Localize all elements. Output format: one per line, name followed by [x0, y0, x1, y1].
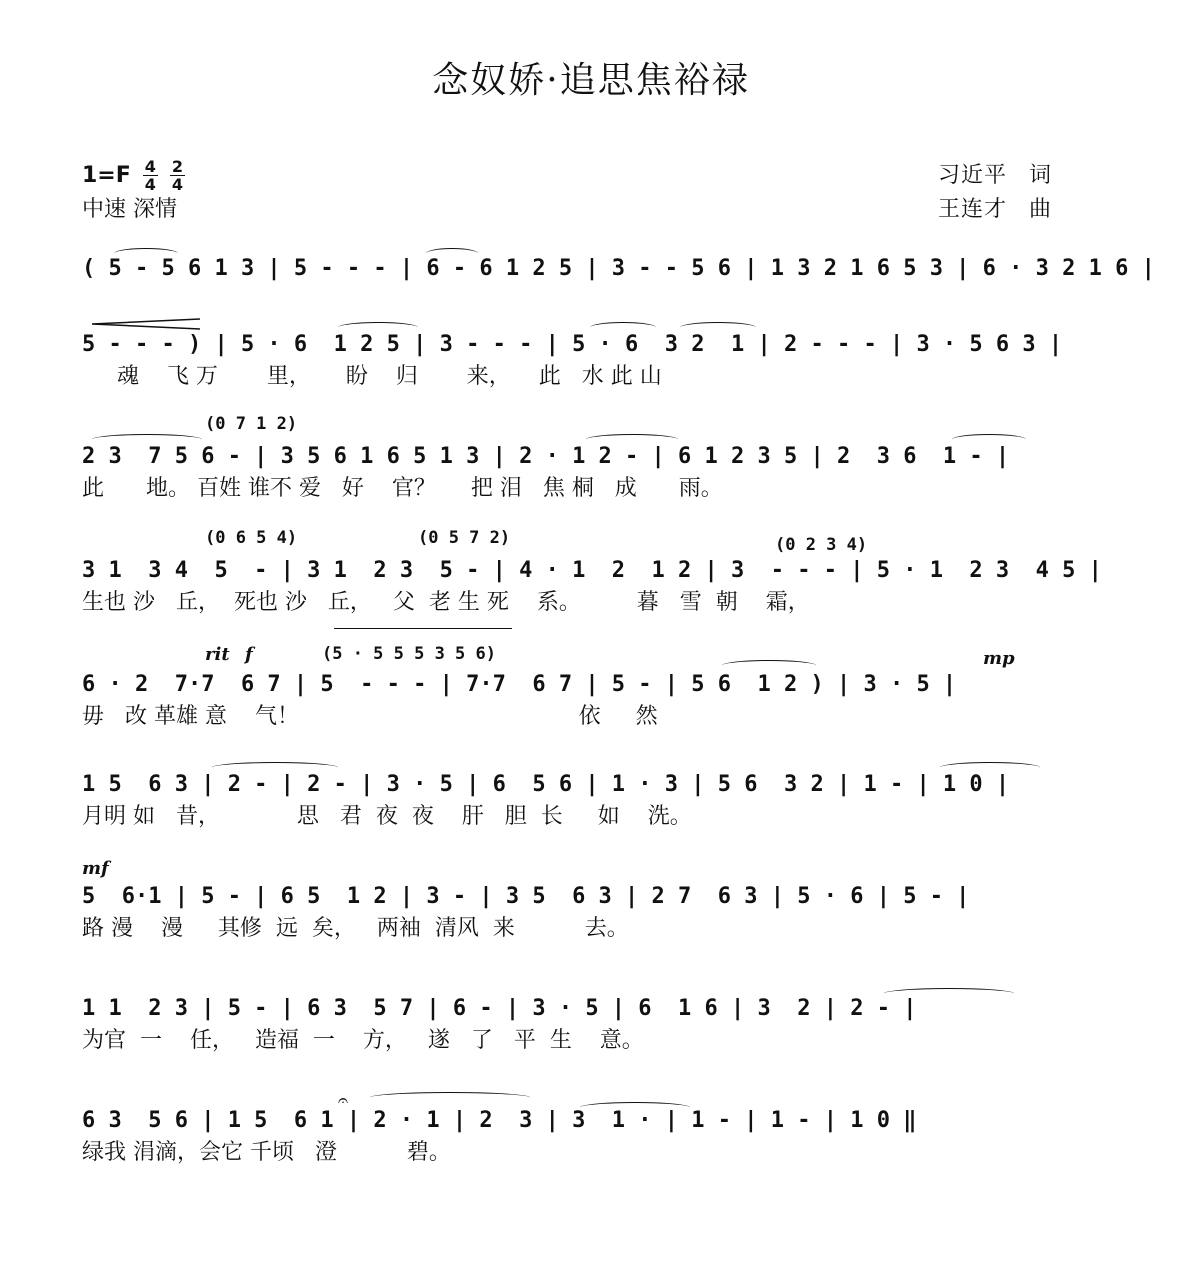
- tie-slur: [114, 248, 178, 259]
- instrumental-cue: (0 2 3 4): [775, 535, 868, 555]
- tie-slur: [586, 434, 678, 445]
- lyric-underline: [334, 628, 512, 629]
- tie-slur: [92, 434, 202, 445]
- lyricist-credit: [938, 158, 1052, 189]
- tie-slur: [338, 322, 418, 333]
- tie-slur: [680, 322, 756, 333]
- key-label: 1=F: [82, 163, 131, 188]
- score-system-7: [82, 880, 1112, 944]
- tie-slur: [940, 762, 1040, 773]
- notation-line: ( 5 - 5 6 1 3 | 5 - - - | 6 - 6 1 2 5 | 3 - - 5 6 | 1 3 2 1 6 5 3 | 6 · 3 2 1 6 |: [82, 256, 1155, 281]
- tie-slur: [580, 1102, 690, 1113]
- tie-slur: [426, 248, 478, 259]
- forte-marking: f: [245, 644, 253, 665]
- key-signature: [82, 158, 185, 193]
- lyric-line: 绿我 涓滴，会它 千顷 澄 碧。: [82, 1140, 451, 1165]
- notation-line: 5 6·1 | 5 - | 6 5 1 2 | 3 - | 3 5 6 3 | 2 7 6 3 | 5 · 6 | 5 - |: [82, 884, 970, 909]
- time-signature-1: $\frac{4}{4}$: [144, 157, 156, 194]
- instrumental-cue: (0 6 5 4): [205, 528, 298, 548]
- notation-line: 5 - - - ) | 5 · 6 1 2 5 | 3 - - - | 5 · 6 3 2 1 | 2 - - - | 3 · 5 6 3 |: [82, 332, 1063, 357]
- lyric-line: 月明 如 昔， 思 君 夜 夜 肝 胆 长 如 洗。: [82, 804, 692, 829]
- mezzo-piano-marking: mp: [983, 648, 1015, 669]
- score-system-5: [82, 668, 1112, 732]
- mezzo-forte-marking: mf: [82, 858, 109, 879]
- lyric-line: 为官 一 任， 造福 一 方， 遂 了 平 生 意。: [82, 1028, 644, 1053]
- time-signature-2: $\frac{2}{4}$: [171, 157, 184, 194]
- tie-slur: [212, 762, 338, 773]
- score-system-4: [82, 554, 1112, 618]
- tempo-marking: 中速 深情: [82, 197, 177, 222]
- tie-slur: [952, 434, 1026, 445]
- notation-line: 6 3 5 6 | 1 5 6 1 | 2 · 1 | 2 3 | 3 1 · | 1 - | 1 - | 1 0 ‖: [82, 1108, 917, 1133]
- notation-line: 2 3 7 5 6 - | 3 5 6 1 6 5 1 3 | 2 · 1 2 - | 6 1 2 3 5 | 2 3 6 1 - |: [82, 444, 1010, 469]
- lyric-line: 毋 改 革雄 意 气！ 依 然: [82, 704, 658, 729]
- instrumental-cue: (0 7 1 2): [205, 414, 298, 434]
- notation-line: 6 · 2 7·7 6 7 | 5 - - - | 7·7 6 7 | 5 - | 5 6 1 2 ) | 3 · 5 |: [82, 672, 957, 697]
- notation-line: 3 1 3 4 5 - | 3 1 2 3 5 - | 4 · 1 2 1 2 | 3 - - - | 5 · 1 2 3 4 5 |: [82, 558, 1102, 583]
- composer-credit: [938, 192, 1052, 223]
- lyric-line: 生也 沙 丘， 死也 沙 丘， 父 老 生 死 系。 暮 雪 朝 霜，: [82, 590, 810, 615]
- score-system-8: [82, 992, 1112, 1056]
- tie-slur: [884, 988, 1014, 999]
- lyricist-role: 词: [1029, 163, 1053, 188]
- notation-line: 1 1 2 3 | 5 - | 6 3 5 7 | 6 - | 3 · 5 | 6 1 6 | 3 2 | 2 - |: [82, 996, 917, 1021]
- notation-line: 1 5 6 3 | 2 - | 2 - | 3 · 5 | 6 5 6 | 1 · 3 | 5 6 3 2 | 1 - | 1 0 |: [82, 772, 1010, 797]
- score-system-3: [82, 440, 1112, 504]
- instrumental-cue: (0 5 7 2): [418, 528, 511, 548]
- score-system-2: [82, 328, 1112, 392]
- composer-name: 王连才: [938, 197, 1008, 222]
- instrumental-cue: (5 · 5 5 5 3 5 6): [322, 644, 496, 664]
- score-system-6: [82, 768, 1112, 832]
- ritardando-marking: rit: [205, 644, 230, 665]
- lyricist-name: 习近平: [938, 163, 1008, 188]
- lyric-line: 此 地。 百姓 谁不 爱 好 官？ 把 泪 焦 桐 成 雨。: [82, 476, 723, 501]
- lyric-line: 魂 飞 万 里， 盼 归 来， 此 水 此 山: [82, 364, 662, 389]
- tie-slur: [722, 660, 816, 671]
- tie-slur: [590, 322, 656, 333]
- composer-role: 曲: [1029, 197, 1053, 222]
- song-title: 念奴娇·追思焦裕禄: [432, 60, 750, 101]
- score-system-1: [82, 252, 1155, 286]
- fermata-icon: 𝄐: [338, 1090, 349, 1111]
- lyric-line: 路 漫 漫 其修 远 矣， 两袖 清风 来 去。: [82, 916, 629, 941]
- tie-slur: [370, 1092, 530, 1103]
- score-system-9: [82, 1104, 1112, 1168]
